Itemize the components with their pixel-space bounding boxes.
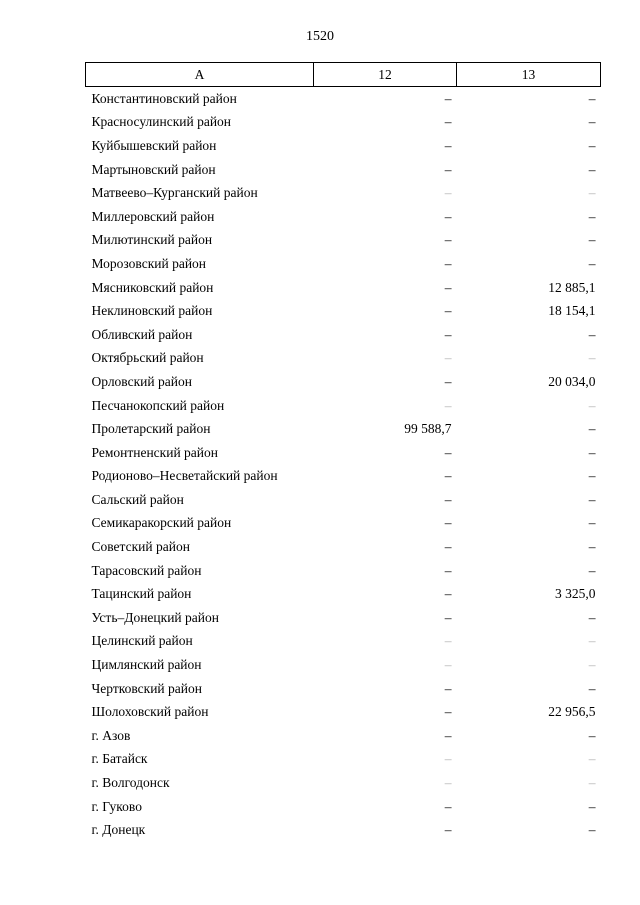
district-name-cell: Морозовский район [91, 255, 207, 271]
table-row [86, 653, 601, 677]
district-name-cell: Обливский район [91, 326, 193, 342]
value-col-12-cell: – [444, 255, 452, 271]
value-col-12-cell: – [444, 704, 452, 720]
header-col-a: А [86, 63, 314, 87]
value-col-12-cell: – [444, 491, 452, 507]
district-name-cell: Орловский район [91, 373, 192, 389]
value-col-12-cell: – [444, 114, 452, 130]
table-row [86, 229, 601, 253]
value-col-12-cell: – [444, 444, 452, 460]
table-row [86, 87, 601, 111]
table-row [86, 417, 601, 441]
table-row [86, 535, 601, 559]
value-col-13-cell: – [588, 468, 596, 484]
value-col-13-cell: – [588, 114, 596, 130]
table-row [86, 771, 601, 795]
district-name-cell: Куйбышевский район [91, 137, 217, 153]
table-row [86, 582, 601, 606]
value-col-13-cell: – [588, 137, 596, 153]
table-row [86, 370, 601, 394]
value-col-13-cell: 18 154,1 [548, 303, 596, 319]
table-header [86, 63, 601, 87]
value-col-12-cell: – [444, 609, 452, 625]
value-col-13-cell: – [588, 798, 596, 814]
district-name-cell: Мясниковский район [91, 279, 214, 295]
table-row [86, 323, 601, 347]
district-name-cell: Мартыновский район [91, 161, 216, 177]
value-col-13-cell: – [588, 562, 596, 578]
table-row [86, 748, 601, 772]
table-body [86, 87, 601, 843]
page-number: 1520 [306, 29, 334, 44]
value-col-12-cell: – [444, 562, 452, 578]
value-col-13-cell: – [588, 539, 596, 555]
table-row [86, 347, 601, 371]
table-row [86, 134, 601, 158]
table-row [86, 394, 601, 418]
district-name-cell: Миллеровский район [91, 208, 215, 224]
value-col-12-cell: – [444, 775, 452, 791]
header-row [86, 63, 601, 87]
district-name-cell: Сальский район [91, 491, 184, 507]
header-col-12: 12 [314, 63, 457, 87]
value-col-12-cell: – [444, 751, 452, 767]
value-col-13-cell: – [588, 657, 596, 673]
value-col-13-cell: – [588, 397, 596, 413]
table-row [86, 606, 601, 630]
table-row [86, 630, 601, 654]
table-row [86, 677, 601, 701]
table-row [86, 441, 601, 465]
value-col-12-cell: – [444, 657, 452, 673]
district-name-cell: Родионово–Несветайский район [91, 468, 278, 484]
table-row [86, 559, 601, 583]
district-name-cell: Матвеево–Курганский район [91, 185, 258, 201]
table-row [86, 158, 601, 182]
value-col-12-cell: – [444, 633, 452, 649]
district-name-cell: Цимлянский район [91, 657, 202, 673]
value-col-13-cell: – [588, 491, 596, 507]
value-col-13-cell: – [588, 444, 596, 460]
district-name-cell: Октябрьский район [91, 350, 204, 366]
value-col-13-cell: 20 034,0 [548, 373, 596, 389]
table-row [86, 700, 601, 724]
value-col-12-cell: – [444, 185, 452, 201]
value-col-12-cell: – [444, 373, 452, 389]
value-col-13-cell: – [588, 775, 596, 791]
district-name-cell: Песчанокопский район [91, 397, 225, 413]
value-col-12-cell: – [444, 137, 452, 153]
value-col-13-cell: – [588, 350, 596, 366]
district-name-cell: г. Батайск [91, 751, 148, 767]
value-col-13-cell: – [588, 515, 596, 531]
value-col-13-cell: – [588, 208, 596, 224]
district-name-cell: Константиновский район [91, 90, 237, 106]
district-name-cell: Пролетарский район [91, 421, 211, 437]
value-col-12-cell: – [444, 727, 452, 743]
table-row [86, 276, 601, 300]
district-name-cell: Тарасовский район [91, 562, 202, 578]
value-col-12-cell: – [444, 822, 452, 838]
table-row [86, 252, 601, 276]
table-row [86, 181, 601, 205]
table-row [86, 724, 601, 748]
value-col-12-cell: 99 588,7 [404, 421, 452, 437]
value-col-13-cell: – [588, 326, 596, 342]
district-name-cell: г. Волгодонск [91, 775, 170, 791]
value-col-12-cell: – [444, 680, 452, 696]
district-name-cell: г. Гуково [91, 798, 142, 814]
value-col-12-cell: – [444, 279, 452, 295]
district-name-cell: Неклиновский район [91, 303, 213, 319]
value-col-13-cell: – [588, 90, 596, 106]
value-col-13-cell: – [588, 727, 596, 743]
table-row [86, 111, 601, 135]
value-col-12-cell: – [444, 798, 452, 814]
district-name-cell: Милютинский район [91, 232, 213, 248]
table-row [86, 512, 601, 536]
table-row [86, 205, 601, 229]
district-name-cell: г. Азов [91, 727, 131, 743]
value-col-13-cell: 3 325,0 [555, 586, 596, 602]
table-row [86, 795, 601, 819]
district-name-cell: Тацинский район [91, 586, 192, 602]
value-col-12-cell: – [444, 232, 452, 248]
district-name-cell: г. Донецк [91, 822, 146, 838]
district-name-cell: Ремонтненский район [91, 444, 218, 460]
district-name-cell: Советский район [91, 539, 190, 555]
value-col-12-cell: – [444, 326, 452, 342]
value-col-13-cell: – [588, 421, 596, 437]
value-col-12-cell: – [444, 90, 452, 106]
value-col-13-cell: – [588, 161, 596, 177]
value-col-13-cell: – [588, 751, 596, 767]
value-col-12-cell: – [444, 303, 452, 319]
district-name-cell: Семикаракорский район [91, 515, 232, 531]
district-name-cell: Целинский район [91, 633, 193, 649]
table-row [86, 299, 601, 323]
value-col-12-cell: – [444, 397, 452, 413]
value-col-13-cell: – [588, 185, 596, 201]
value-col-12-cell: – [444, 586, 452, 602]
header-col-13: 13 [457, 63, 601, 87]
value-col-13-cell: – [588, 633, 596, 649]
district-name-cell: Усть–Донецкий район [91, 609, 219, 625]
district-name-cell: Красносулинский район [91, 114, 232, 130]
value-col-13-cell: – [588, 609, 596, 625]
table-row [86, 818, 601, 842]
value-col-13-cell: – [588, 232, 596, 248]
value-col-12-cell: – [444, 350, 452, 366]
district-name-cell: Шолоховский район [91, 704, 209, 720]
value-col-12-cell: – [444, 515, 452, 531]
value-col-12-cell: – [444, 161, 452, 177]
table-row [86, 488, 601, 512]
value-col-13-cell: – [588, 680, 596, 696]
table-row [86, 465, 601, 489]
value-col-12-cell: – [444, 208, 452, 224]
value-col-12-cell: – [444, 539, 452, 555]
value-col-13-cell: 22 956,5 [548, 704, 596, 720]
budget-table [85, 62, 601, 842]
value-col-13-cell: 12 885,1 [548, 279, 596, 295]
value-col-13-cell: – [588, 255, 596, 271]
value-col-13-cell: – [588, 822, 596, 838]
district-name-cell: Чертковский район [91, 680, 202, 696]
value-col-12-cell: – [444, 468, 452, 484]
